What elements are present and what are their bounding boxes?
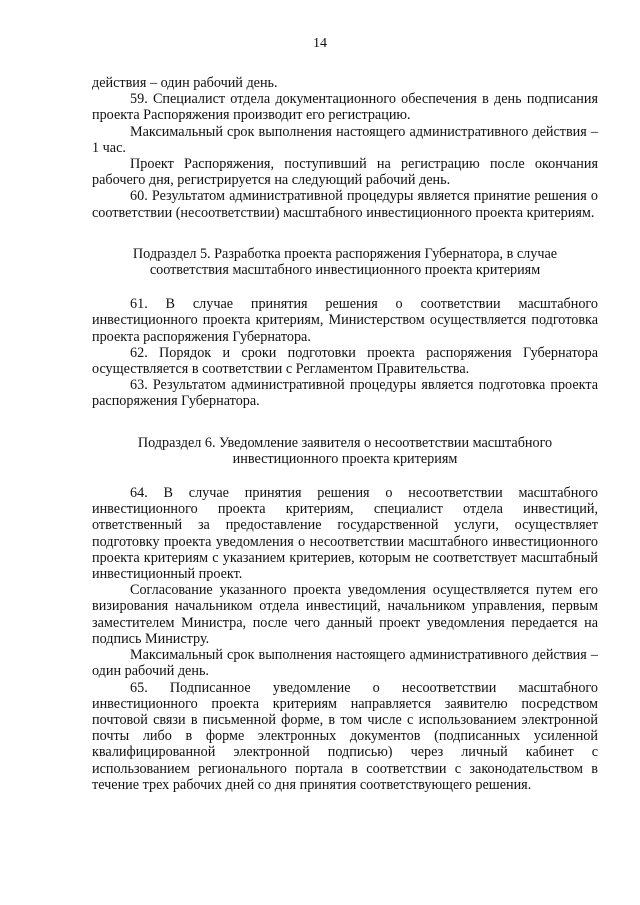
paragraph: Максимальный срок выполнения настоящего административного действия – 1 час.	[92, 123, 598, 156]
paragraph: 64. В случае принятия решения о несоответствии масштабного инвестиционного проекта критериям, специалист отдела инвестиций, ответственный за предоставление государственной услуги, осуществляет подготовку проекта уведомления о несоответствии масштабного инвестиционного проекта критериям с указанием критериев, которым не соответствует масштабный инвестиционный проект.	[92, 485, 598, 583]
paragraph: 63. Результатом административной процедуры является подготовка проекта распоряжения Губернатора.	[92, 377, 598, 410]
paragraph: Проект Распоряжения, поступивший на регистрацию после окончания рабочего дня, регистрируется на следующий рабочий день.	[92, 156, 598, 189]
top-paragraphs	[92, 75, 598, 221]
section-5-heading-line2: соответствия масштабного инвестиционного проекта критериям	[149, 262, 541, 279]
section-6-heading-line2: инвестиционного проекта критериям	[232, 450, 458, 467]
paragraph: Максимальный срок выполнения настоящего административного действия – один рабочий день.	[92, 647, 598, 680]
paragraph: 61. В случае принятия решения о соответствии масштабного инвестиционного проекта критериям, Министерством осуществляется подготовка проекта распоряжения Губернатора.	[92, 296, 598, 345]
paragraph: 59. Специалист отдела документационного обеспечения в день подписания проекта Распоряжения производит его регистрацию.	[92, 91, 598, 124]
section-5-heading	[92, 246, 598, 278]
paragraph: 60. Результатом административной процедуры является принятие решения о соответствии (несоответствии) масштабного инвестиционного проекта критериям.	[92, 188, 598, 221]
paragraph: 62. Порядок и сроки подготовки проекта распоряжения Губернатора осуществляется в соответствии с Регламентом Правительства.	[92, 344, 598, 378]
page-number: 14	[313, 36, 327, 51]
paragraph: действия – один рабочий день.	[92, 75, 278, 91]
section-6-heading-line1: Подраздел 6. Уведомление заявителя о несоответствии масштабного	[137, 434, 553, 451]
section-6-heading	[92, 435, 598, 467]
section-6	[92, 435, 598, 793]
section-5	[92, 246, 598, 410]
section-5-heading-line1: Подраздел 5. Разработка проекта распоряжения Губернатора, в случае	[132, 245, 558, 262]
paragraph: 65. Подписанное уведомление о несоответствии масштабного инвестиционного проекта критериям направляется заявителю посредством почтовой связи в письменной форме, в том числе с использованием электронной почты либо в форме электронных документов (подписанных усиленной квалифицированной электронной подписью) через личный кабинет с использованием регионального портала в соответствии с законодательством в течение трех рабочих дней со дня принятия соответствующего решения.	[92, 679, 598, 793]
paragraph: Согласование указанного проекта уведомления осуществляется путем его визирования начальником отдела инвестиций, начальником управления, первым заместителем Министра, после чего данный проект уведомления передается на подпись Министру.	[92, 582, 598, 647]
